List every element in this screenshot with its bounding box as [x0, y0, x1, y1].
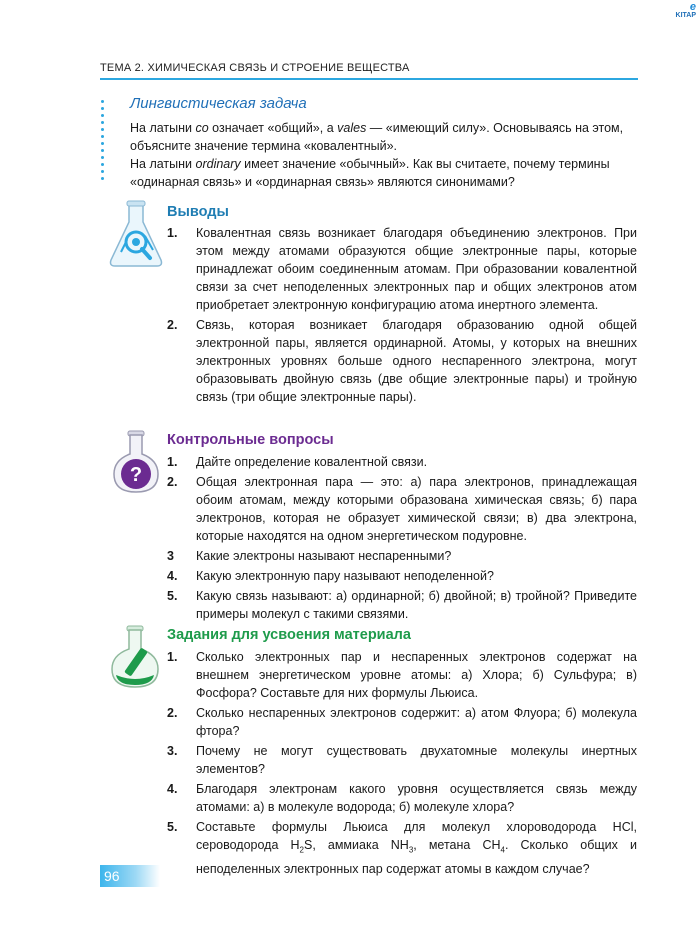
- tasks-title: Задания для усвоения материала: [167, 627, 411, 643]
- dotted-margin-line: [101, 100, 105, 185]
- question-flask-icon: [110, 430, 162, 496]
- list-item: 1. Сколько электронных пар и неспаренных электронов содержат на внешнем энергетическом уровне атомы: а) Хлора; б) Сульфура; в) Фосфора? Составьте для них формулы Льюиса.: [167, 650, 637, 700]
- list-item: 1. Дайте определение ковалентной связи.: [167, 455, 428, 469]
- tasks-list: [167, 648, 637, 880]
- linguistic-task-title: Лингвистическая задача: [130, 95, 307, 112]
- conclusions-title: Выводы: [167, 204, 229, 220]
- tasks-flask-icon: [108, 625, 162, 691]
- publisher-logo: [670, 1, 696, 19]
- list-item: 5. Какую связь называют: а) ординарной; б) двойной; в) тройной? Приведите примеры молекул с такими связями.: [167, 589, 637, 621]
- logo-mark: e: [689, 1, 696, 13]
- list-item: 4. Какую электронную пару называют неподеленной?: [167, 569, 494, 583]
- list-item: 4. Благодаря электронам какого уровня осуществляется связь между атомами: а) в молекуле водорода; б) молекуле хлора?: [167, 782, 637, 814]
- questions-list: [167, 453, 637, 625]
- svg-text:?: ?: [129, 464, 143, 486]
- list-item: 2. Сколько неспаренных электронов содержит: а) атом Флуора; б) молекула фтора?: [167, 706, 637, 738]
- chapter-header: ТЕМА 2. ХИМИЧЕСКАЯ СВЯЗЬ И СТРОЕНИЕ ВЕЩЕСТВА: [100, 62, 410, 74]
- list-item: 2. Общая электронная пара — это: а) пара электронов, принадлежащая обоим атомам, между которыми образована химическая связь; б) пара электронов, которая не образует химической связи; в) два электрона, которые находятся на одном энергетическом подуровне.: [167, 475, 637, 543]
- list-item: 3 Какие электроны называют неспаренными?: [167, 549, 452, 563]
- questions-title: Контрольные вопросы: [167, 432, 334, 448]
- list-item: 2. Связь, которая возникает благодаря образованию одной общей электронной пары, является ординарной. Атомы, у которых на внешних электронных уровнях больше одного неспаренного электрона, могут образовывать двойную связь (две общие электронные пары) и тройную связь (три общие электронные пары).: [167, 318, 637, 404]
- logo-text: KITAP: [675, 12, 696, 19]
- conclusions-list: [167, 224, 637, 408]
- list-item: 1. Ковалентная связь возникает благодаря объединению электронов. При этом между атомами образуются общие электронные пары, которые принадлежат обоим соединенным атомам. При образовании ковалентной связи за счет неподеленных электронных пар и общих электронов атом приобретает электронную конфигурацию атома инертного элемента.: [167, 226, 637, 312]
- conclusions-flask-icon: [107, 200, 165, 268]
- page-number-text: 96: [104, 868, 120, 884]
- list-item: 3. Почему не могут существовать двухатомные молекулы инертных элементов?: [167, 744, 637, 776]
- header-divider: [100, 78, 638, 80]
- page-number: [100, 865, 160, 887]
- linguistic-task-text: [130, 119, 640, 191]
- list-item: 5. Составьте формулы Льюиса для молекул хлороводорода HCl, сероводорода $H_2S$, аммиака $NH_3$, метана $CH_4$. Сколько общих и неподеленных электронных пар содержат атомы в каждом случае?: [167, 820, 637, 876]
- linguistic-paragraph-2: На латыни ordinary имеет значение «обычный». Как вы считаете, почему термины «одинарная связь» и «ординарная связь» являются синонимами?: [130, 157, 610, 189]
- linguistic-paragraph-1: На латыни co означает «общий», а vales — «имеющий силу». Основываясь на этом, объясните значение термина «ковалентный».: [130, 121, 624, 153]
